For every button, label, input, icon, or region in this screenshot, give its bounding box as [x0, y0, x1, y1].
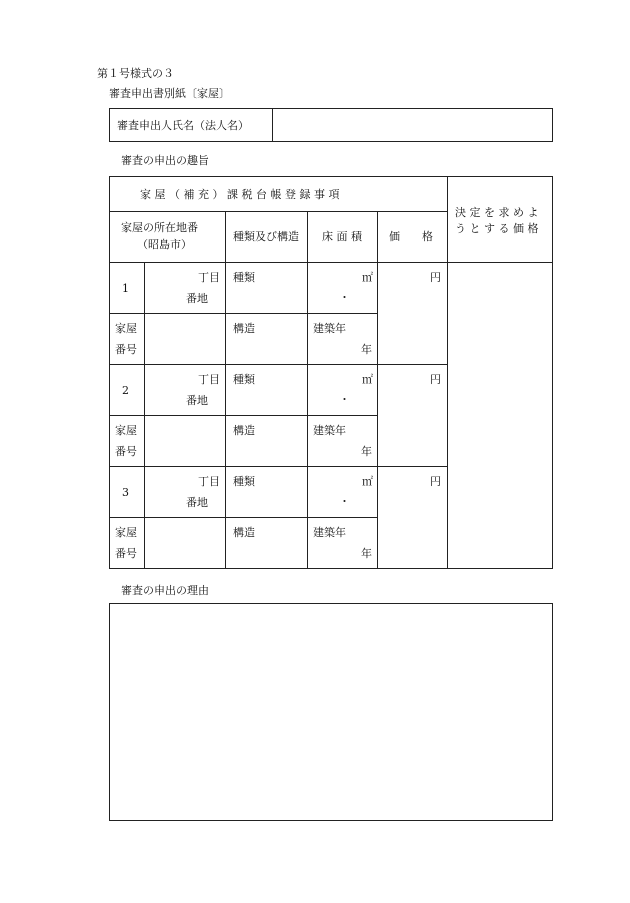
- row-2-house-no-line1: 家屋: [115, 424, 137, 437]
- row-3-type-label: 種類: [233, 475, 255, 488]
- row-1-type-label: 種類: [233, 271, 255, 284]
- row-3-year-unit: 年: [361, 547, 372, 560]
- row-2-year-unit: 年: [361, 445, 372, 458]
- row-1-price-unit: 円: [430, 271, 441, 284]
- row-1-chome: 丁目: [198, 271, 220, 284]
- row-2-built-label: 建築年: [313, 424, 346, 437]
- decision-header-line2: う と す る 価 格: [455, 222, 539, 235]
- col-location-line1: 家屋の所在地番: [121, 221, 198, 234]
- applicant-name-field[interactable]: [276, 110, 550, 140]
- form-number: 第１号様式の３: [97, 67, 174, 80]
- row-3-index: 3: [122, 486, 129, 499]
- row-3-house-no-line1: 家屋: [115, 526, 137, 539]
- row-3-structure-label: 構造: [233, 526, 255, 539]
- row-2-house-no-line2: 番号: [115, 445, 137, 458]
- row-3-chome: 丁目: [198, 475, 220, 488]
- row-1-banchi: 番地: [186, 292, 208, 305]
- row-1-area-dot: ・: [339, 291, 350, 304]
- row-3-area-dot: ・: [339, 495, 350, 508]
- row-1-area-unit: ㎡: [362, 271, 373, 284]
- row-2-area-dot: ・: [339, 393, 350, 406]
- reason-textarea[interactable]: [109, 603, 553, 821]
- purpose-heading: 審査の申出の趣旨: [121, 154, 209, 167]
- row-3-area-unit: ㎡: [362, 475, 373, 488]
- row-2-index: 2: [122, 384, 129, 397]
- col-floor-area: 床 面 積: [322, 230, 362, 243]
- form-title: 審査申出書別紙〔家屋〕: [109, 87, 230, 100]
- row-1-built-label: 建築年: [313, 322, 346, 335]
- row-2-structure-label: 構造: [233, 424, 255, 437]
- row-3-price-unit: 円: [430, 475, 441, 488]
- row-2-price-unit: 円: [430, 373, 441, 386]
- reason-heading: 審査の申出の理由: [121, 584, 209, 597]
- row-2-chome: 丁目: [198, 373, 220, 386]
- row-2-area-unit: ㎡: [362, 373, 373, 386]
- decision-header-line1: 決 定 を 求 め よ: [455, 206, 539, 219]
- row-1-house-no-line1: 家屋: [115, 322, 137, 335]
- col-type-structure: 種類及び構造: [233, 230, 299, 243]
- row-3-banchi: 番地: [186, 496, 208, 509]
- row-1-year-unit: 年: [361, 343, 372, 356]
- col-location-line2: （昭島市）: [137, 238, 192, 251]
- row-1-house-no-line2: 番号: [115, 343, 137, 356]
- row-1-structure-label: 構造: [233, 322, 255, 335]
- row-1-index: 1: [122, 282, 129, 295]
- row-3-built-label: 建築年: [313, 526, 346, 539]
- col-price: 価 格: [389, 230, 433, 243]
- row-2-banchi: 番地: [186, 394, 208, 407]
- applicant-name-label: 審査申出人氏名（法人名）: [117, 119, 249, 132]
- row-3-house-no-line2: 番号: [115, 547, 137, 560]
- row-2-type-label: 種類: [233, 373, 255, 386]
- table-group-header: 家 屋 （ 補 充 ） 課 税 台 帳 登 録 事 項: [140, 188, 340, 201]
